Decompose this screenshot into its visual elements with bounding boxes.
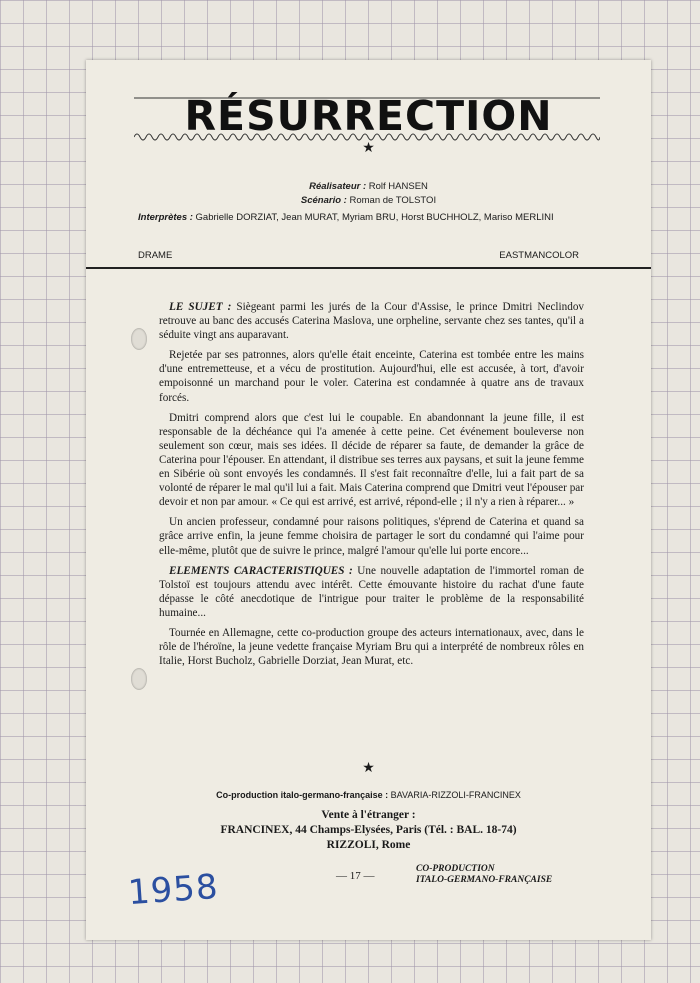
- title-star: ★: [362, 141, 375, 156]
- subject-text: Siègeant parmi les jurés de la Cour d'Assise, le prince Dmitri Neclindov retrouve au banc des accusés Caterina Maslova, une orpheline, servante chez ses tantes, qu'il a séduite vingt ans auparavant.: [159, 301, 585, 342]
- subject-heading: LE SUJET :: [169, 301, 232, 313]
- section-star: ★: [362, 761, 375, 776]
- scenario-line: [86, 194, 651, 208]
- punch-hole-bottom: [131, 668, 147, 690]
- paragraph-subject: [159, 300, 584, 342]
- elements-heading: ELEMENTS CARACTERISTIQUES :: [169, 564, 353, 577]
- cast-names: Gabrielle DORZIAT, Jean MURAT, Myriam BRU, Horst BUCHHOLZ, Mariso MERLINI: [195, 212, 554, 223]
- director-label: Réalisateur :: [309, 181, 367, 192]
- page-title: RÉSURRECTION: [184, 92, 553, 140]
- paragraph-elements: [159, 564, 584, 620]
- synopsis-text: [159, 300, 584, 674]
- coproduction-value: BAVARIA-RIZZOLI-FRANCINEX: [390, 790, 521, 800]
- scenario-label: Scénario :: [300, 195, 347, 206]
- punch-hole-top: [131, 328, 147, 350]
- footer-line-2: ITALO-GERMANO-FRANÇAISE: [416, 875, 553, 885]
- sales-rizzoli: RIZZOLI, Rome: [326, 839, 411, 851]
- sales-block: [86, 808, 651, 853]
- coproduction-label: Co-production italo-germano-française :: [216, 790, 389, 800]
- divider-rule: [86, 267, 651, 269]
- cast-label: Interprètes :: [138, 212, 193, 223]
- title-border-bottom-line: [134, 86, 600, 100]
- sales-heading: Vente à l'étranger :: [321, 809, 416, 821]
- credits-block: [86, 180, 651, 208]
- paragraph-6: Tournée en Allemagne, cette co-production groupe des acteurs internationaux, avec, dans le rôle de l'héroïne, la jeune vedette française Myriam Bru qui a interprété de nombreux rôles en Italie, Horst Bucholz, Gabrielle Dorziat, Jean Murat, etc.: [159, 626, 584, 668]
- footer-line-1: CO-PRODUCTION: [416, 864, 495, 874]
- genre-label: DRAME: [138, 250, 173, 261]
- page-number: — 17 —: [336, 870, 375, 882]
- elements-text: Une nouvelle adaptation de l'immortel roman de Tolstoï est toujours attendu avec intérêt. Cette émouvante histoire du rachat d'une faute dépasse le côté anecdotique de l'intrigue pour traiter le problème de la responsabilité humaine...: [159, 564, 585, 619]
- paragraph-3: Dmitri comprend alors que c'est lui le coupable. En abandonnant la jeune fille, il est responsable de la déchéance qui l'a amenée à cette peine. Cet événement bouleverse non seulement son cœur, mais ses idées. Il décide de réparer sa faute, de demander la grâce de Caterina pour l'épouser. En attendant, il distribue ses terres aux paysans, et suit la jeune femme en Sibérie où sont envoyés les condamnés. Il s'est fait reconnaître d'elle, lui a fait part de sa volonté de réparer le mal qu'il lui a fait. Mais Caterina comprend que Dmitri veut l'épouser par devoir et non par amour. « Ce qui est arrivé, est arrivé, répond-elle ; il n'y a rien à réparer... »: [159, 411, 584, 509]
- sales-francinex: FRANCINEX, 44 Champs-Elysées, Paris (Tél. : BAL. 18-74): [220, 824, 517, 836]
- handwritten-year: 1958: [126, 866, 220, 914]
- cast-line: [138, 211, 623, 224]
- scenario-value: Roman de TOLSTOI: [349, 195, 437, 206]
- coproduction-line: [86, 790, 651, 800]
- color-process-label: EASTMANCOLOR: [499, 250, 579, 261]
- director-name: Rolf HANSEN: [368, 181, 428, 192]
- document-sheet: [86, 60, 651, 940]
- paragraph-4: Un ancien professeur, condamné pour raisons politiques, s'éprend de Caterina et quand sa grâce arrive enfin, la jeune femme choisira de partager le sort du condamné qui l'aime pour elle-même, plutôt que de suivre le prince, malgré l'amour qu'elle lui porte encore...: [159, 516, 584, 557]
- director-line: [86, 180, 651, 194]
- footer-coproduction: [416, 864, 552, 886]
- paragraph-2: Rejetée par ses patronnes, alors qu'elle était enceinte, Caterina est tombée entre les mains d'une entremetteuse, et a vécu de prostitution. Aujourd'hui, elle est accusée, à tort, d'avoir empoisonné un marchand pour le voler. Caterina est condamnée à quatre ans de travaux forcés.: [159, 349, 584, 404]
